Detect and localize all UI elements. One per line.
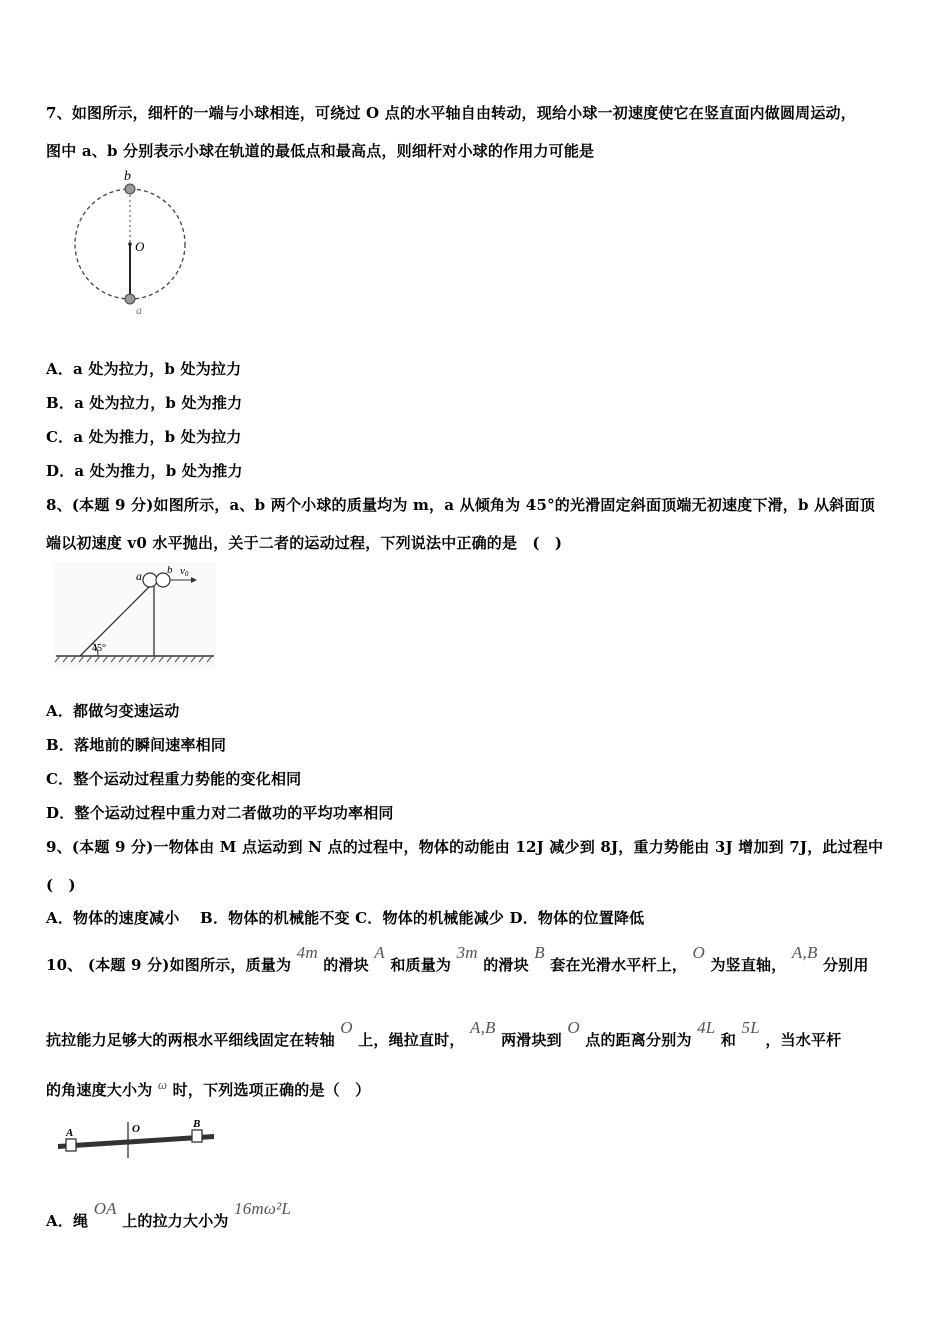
math-oa: OA: [93, 1199, 117, 1218]
label-a: A: [66, 1127, 74, 1139]
q7-option-a: A．a 处为拉力，b 处为拉力: [46, 360, 242, 378]
math-16mw2l: 16mω²L: [234, 1199, 292, 1218]
pivot-point: [128, 242, 132, 246]
q9-options: A．物体的速度减小 B．物体的机械能不变 C．物体的机械能减少 D．物体的位置降低: [46, 909, 645, 927]
q9-stem-line2: ( ): [46, 876, 76, 894]
q9-stem-line1: 9、(本题 9 分)一物体由 M 点运动到 N 点的过程中，物体的动能由 12J 减少到 8J，重力势能由 3J 增加到 7J，此过程中: [46, 838, 884, 856]
slider-b: [192, 1130, 202, 1142]
math-5l: 5L: [741, 1018, 760, 1037]
label-b: b: [167, 564, 173, 576]
horizontal-rod: [58, 1134, 214, 1149]
math-4l: 4L: [697, 1018, 716, 1037]
q8-option-c: C．整个运动过程重力势能的变化相同: [46, 770, 302, 788]
q10-option-a: A．绳 OA 上的拉力大小为 16mω²L: [46, 1199, 292, 1230]
q8-stem-line1: 8、(本题 9 分)如图所示，a、b 两个小球的质量均为 m，a 从倾角为 45°的光滑固定斜面顶端无初速度下滑，b 从斜面顶: [46, 496, 875, 514]
q7-option-c: C．a 处为推力，b 处为拉力: [46, 428, 242, 446]
label-v0: v0: [180, 565, 189, 578]
label-a: a: [136, 303, 142, 317]
q8-stem-line2: 端以初速度 v0 水平抛出，关于二者的运动过程，下列说法中正确的是 ( ): [46, 534, 563, 552]
math-b: B: [534, 943, 545, 962]
label-o: O: [132, 1123, 140, 1135]
q7-option-d: D．a 处为推力，b 处为推力: [46, 462, 243, 480]
slider-a: [66, 1139, 76, 1151]
label-o: O: [135, 239, 145, 254]
q10-stem-line1: 10、 (本题 9 分)如图所示，质量为 4m 的滑块 A 和质量为 3m 的滑块 B 套在光滑水平杆上， O 为竖直轴， A,B 分别用: [46, 943, 869, 974]
q8-incline-figure: [54, 562, 216, 668]
ball-a: [143, 573, 157, 587]
math-omega: ω: [157, 1077, 168, 1092]
q10-rod-figure: [56, 1116, 220, 1162]
label-a: a: [136, 569, 142, 583]
q10-stem-line3: 的角速度大小为 ω 时，下列选项正确的是（ ）: [46, 1077, 371, 1099]
q8-option-d: D．整个运动过程中重力对二者做功的平均功率相同: [46, 804, 394, 822]
math-ab: A,B: [791, 943, 818, 962]
math-o: O: [692, 943, 706, 962]
label-b: b: [124, 169, 131, 184]
angle-label: 45°: [92, 643, 106, 654]
math-o: O: [567, 1018, 580, 1037]
math-4m: 4m: [296, 943, 318, 962]
label-b: B: [193, 1118, 201, 1130]
q7-option-b: B．a 处为拉力，b 处为推力: [46, 394, 243, 412]
q7-stem-line1: 7、如图所示，细杆的一端与小球相连，可绕过 O 点的水平轴自由转动，现给小球一初速度使它在竖直面内做圆周运动，: [46, 104, 856, 122]
q8-option-a: A．都做匀变速运动: [46, 702, 180, 720]
q7-stem-line2: 图中 a、b 分别表示小球在轨道的最低点和最高点，则细杆对小球的作用力可能是: [46, 142, 595, 160]
math-o: O: [340, 1018, 353, 1037]
math-ab: A,B: [470, 1018, 496, 1037]
q10-stem-line2: 抗拉能力足够大的两根水平细线固定在转轴 O 上，绳拉直时， A,B 两滑块到 O 点的距离分别为 4L 和 5L ，当水平杆: [46, 1018, 842, 1049]
math-3m: 3m: [456, 943, 478, 962]
ball-top: [125, 184, 135, 194]
q8-option-b: B．落地前的瞬间速率相同: [46, 736, 227, 754]
ball-bottom: [125, 294, 135, 304]
math-a: A: [374, 943, 385, 962]
q7-circle-figure: [66, 168, 196, 318]
